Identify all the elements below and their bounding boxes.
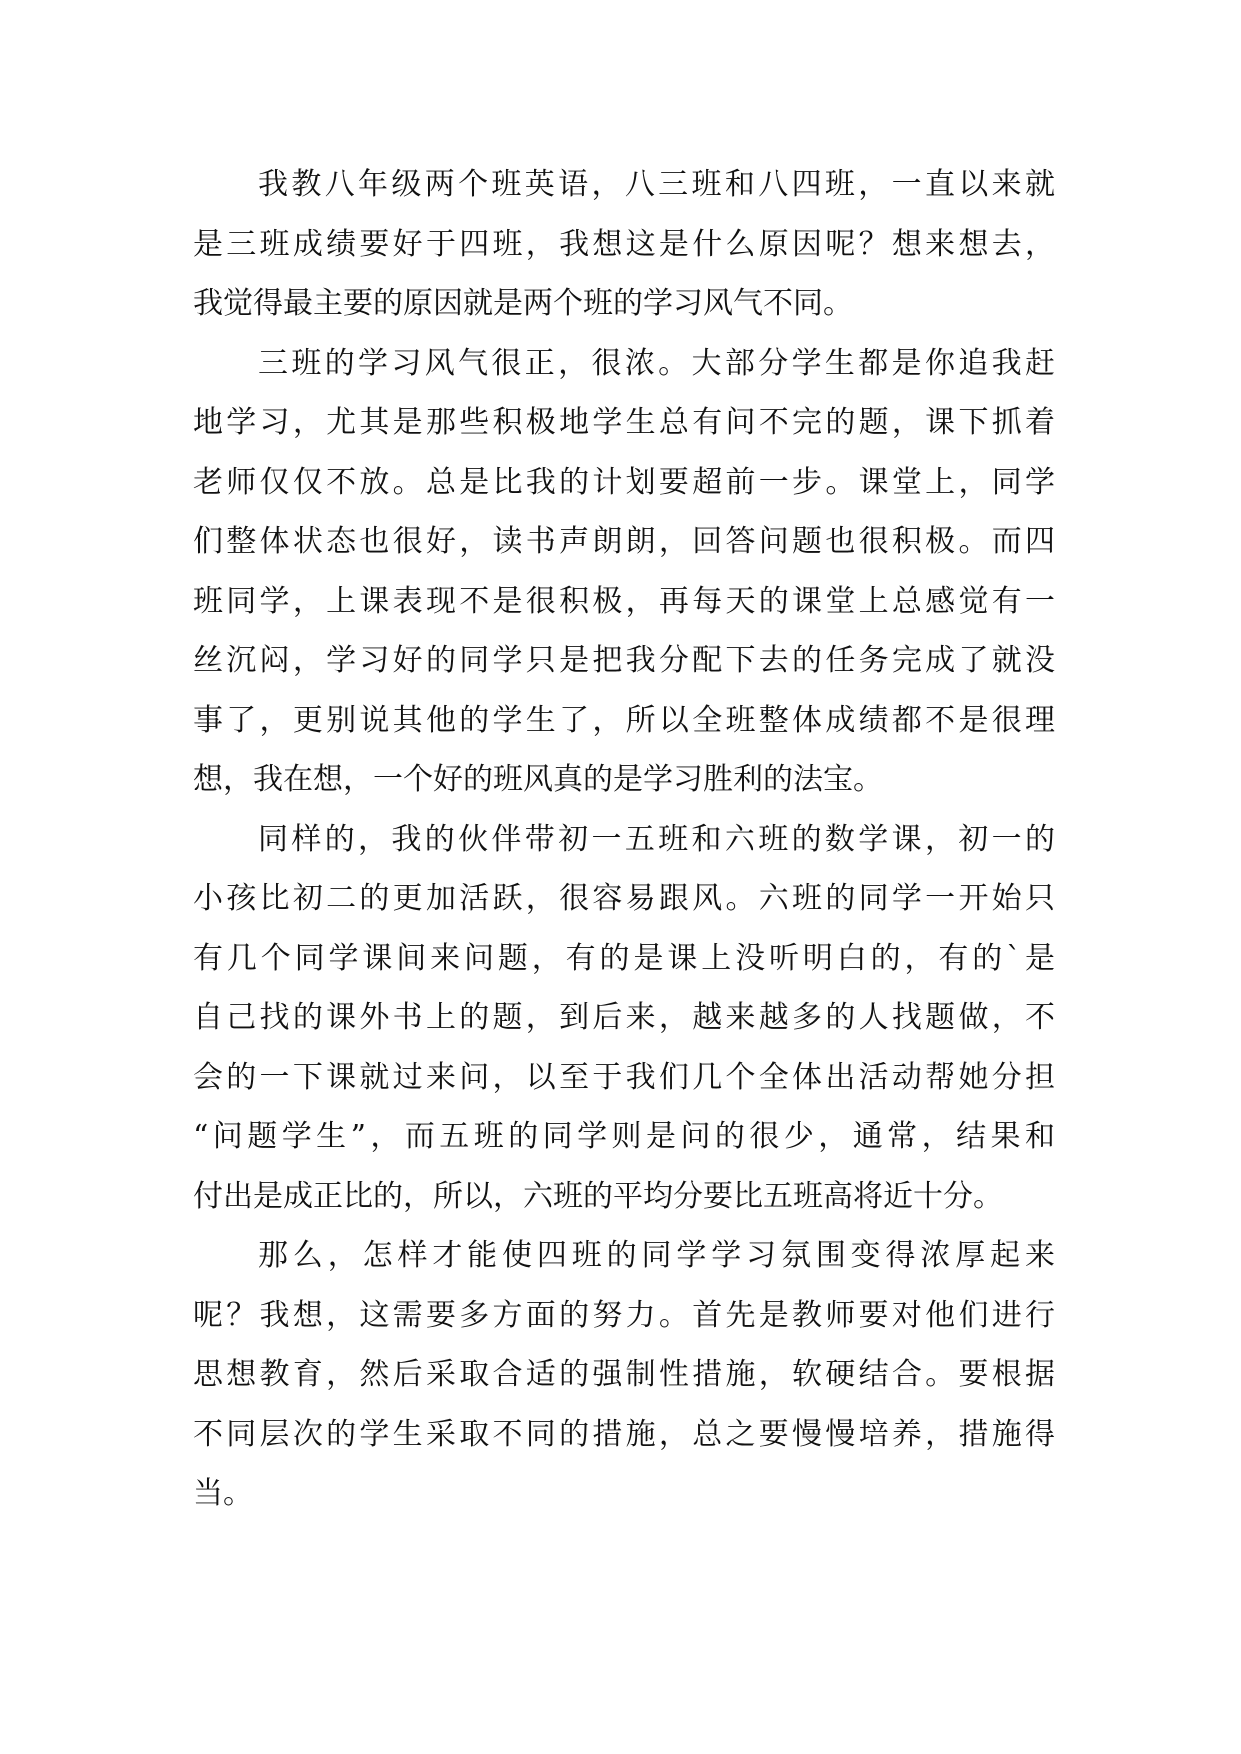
paragraph-3-line-4: 自己找的课外书上的题，到后来，越来越多的人找题做，不	[193, 1000, 1055, 1035]
paragraph-3-line-5: 会的一下课就过来问，以至于我们几个全体出活动帮她分担	[193, 1059, 1055, 1095]
paragraph-2-line-2: 地学习，尤其是那些积极地学生总有问不完的题，课下抓着	[193, 405, 1055, 440]
paragraph-3-line-7: 付出是成正比的，所以，六班的平均分要比五班高将近十分。	[193, 1178, 1003, 1214]
paragraph-3-line-3: 有几个同学课间来问题，有的是课上没听明白的，有的`是	[193, 940, 1055, 976]
paragraph-1-line-1: 我教八年级两个班英语，八三班和八四班，一直以来就	[258, 167, 1055, 202]
paragraph-2-line-4: 们整体状态也很好，读书声朗朗，回答问题也很积极。而四	[193, 524, 1055, 559]
paragraph-3-line-6: “问题学生”，而五班的同学则是问的很少，通常，结果和	[193, 1119, 1055, 1154]
paragraph-4-line-3: 思想教育，然后采取合适的强制性措施，软硬结合。要根据	[193, 1357, 1055, 1392]
paragraph-4-line-4: 不同层次的学生采取不同的措施，总之要慢慢培养，措施得	[193, 1416, 1055, 1452]
paragraph-3-line-1: 同样的，我的伙伴带初一五班和六班的数学课，初一的	[258, 821, 1055, 857]
paragraph-3-line-2: 小孩比初二的更加活跃，很容易跟风。六班的同学一开始只	[193, 881, 1055, 916]
paragraph-4-line-1: 那么，怎样才能使四班的同学学习氛围变得浓厚起来	[258, 1238, 1055, 1273]
document-body	[193, 155, 1055, 1524]
paragraph-2-line-8: 想，我在想，一个好的班风真的是学习胜利的法宝。	[193, 762, 883, 797]
paragraph-1-line-2: 是三班成绩要好于四班，我想这是什么原因呢？想来想去，	[193, 226, 1055, 262]
paragraph-2-line-6: 丝沉闷，学习好的同学只是把我分配下去的任务完成了就没	[193, 643, 1055, 678]
paragraph-2-line-7: 事了，更别说其他的学生了，所以全班整体成绩都不是很理	[193, 702, 1055, 738]
paragraph-2-line-5: 班同学，上课表现不是很积极，再每天的课堂上总感觉有一	[193, 583, 1055, 619]
paragraph-4-line-5: 当。	[193, 1476, 253, 1511]
paragraph-2-line-1: 三班的学习风气很正，很浓。大部分学生都是你追我赶	[258, 345, 1055, 381]
paragraph-4-line-2: 呢？我想，这需要多方面的努力。首先是教师要对他们进行	[193, 1297, 1055, 1333]
paragraph-2-line-3: 老师仅仅不放。总是比我的计划要超前一步。课堂上，同学	[193, 464, 1055, 500]
paragraph-1-line-3: 我觉得最主要的原因就是两个班的学习风气不同。	[193, 286, 853, 321]
